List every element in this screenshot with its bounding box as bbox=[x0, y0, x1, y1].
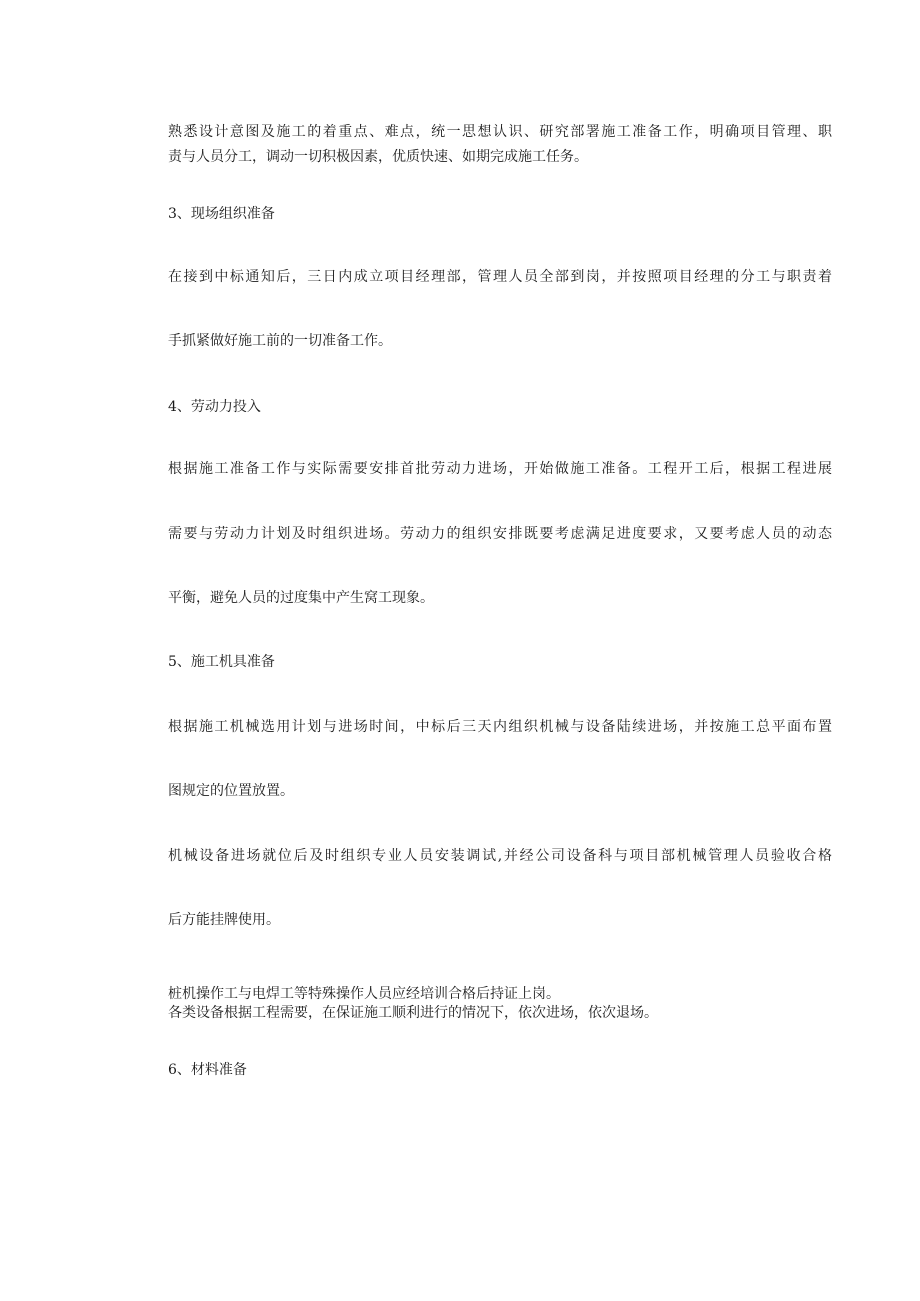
paragraph-machinery-line-2: 图规定的位置放置。 bbox=[168, 783, 294, 799]
paragraph-equipment-line: 各类设备根据工程需要，在保证施工顺利进行的情况下，依次进场，依次退场。 bbox=[168, 1005, 658, 1021]
paragraph-machinery-line-1: 根据施工机械选用计划与进场时间，中标后三天内组织机械与设备陆续进场，并按施工总平面布置 bbox=[168, 719, 832, 735]
paragraph-intro-line-2: 责与人员分工，调动一切积极因素，优质快速、如期完成施工任务。 bbox=[168, 149, 588, 165]
section-heading-6: 6、材料准备 bbox=[168, 1062, 247, 1078]
paragraph-install-line-2: 后方能挂牌使用。 bbox=[168, 912, 280, 928]
section-heading-5: 5、施工机具准备 bbox=[168, 654, 275, 670]
paragraph-intro-line-1: 熟悉设计意图及施工的着重点、难点，统一思想认识、研究部署施工准备工作，明确项目管理、职 bbox=[168, 124, 832, 140]
paragraph-labor-line-3: 平衡，避免人员的过度集中产生窝工现象。 bbox=[168, 590, 434, 606]
paragraph-labor-line-2: 需要与劳动力计划及时组织进场。劳动力的组织安排既要考虑满足进度要求，又要考虑人员的动态 bbox=[168, 526, 832, 542]
section-heading-3: 3、现场组织准备 bbox=[168, 206, 275, 222]
section-heading-4: 4、劳动力投入 bbox=[168, 399, 261, 415]
paragraph-operators-line: 桩机操作工与电焊工等特殊操作人员应经培训合格后持证上岗。 bbox=[168, 986, 560, 1002]
paragraph-site-org-line-2: 手抓紧做好施工前的一切准备工作。 bbox=[168, 333, 392, 349]
paragraph-site-org-line-1: 在接到中标通知后，三日内成立项目经理部，管理人员全部到岗，并按照项目经理的分工与职责着 bbox=[168, 269, 832, 285]
paragraph-labor-line-1: 根据施工准备工作与实际需要安排首批劳动力进场，开始做施工准备。工程开工后，根据工程进展 bbox=[168, 461, 832, 477]
paragraph-install-line-1: 机械设备进场就位后及时组织专业人员安装调试,并经公司设备科与项目部机械管理人员验收合格 bbox=[168, 848, 832, 864]
